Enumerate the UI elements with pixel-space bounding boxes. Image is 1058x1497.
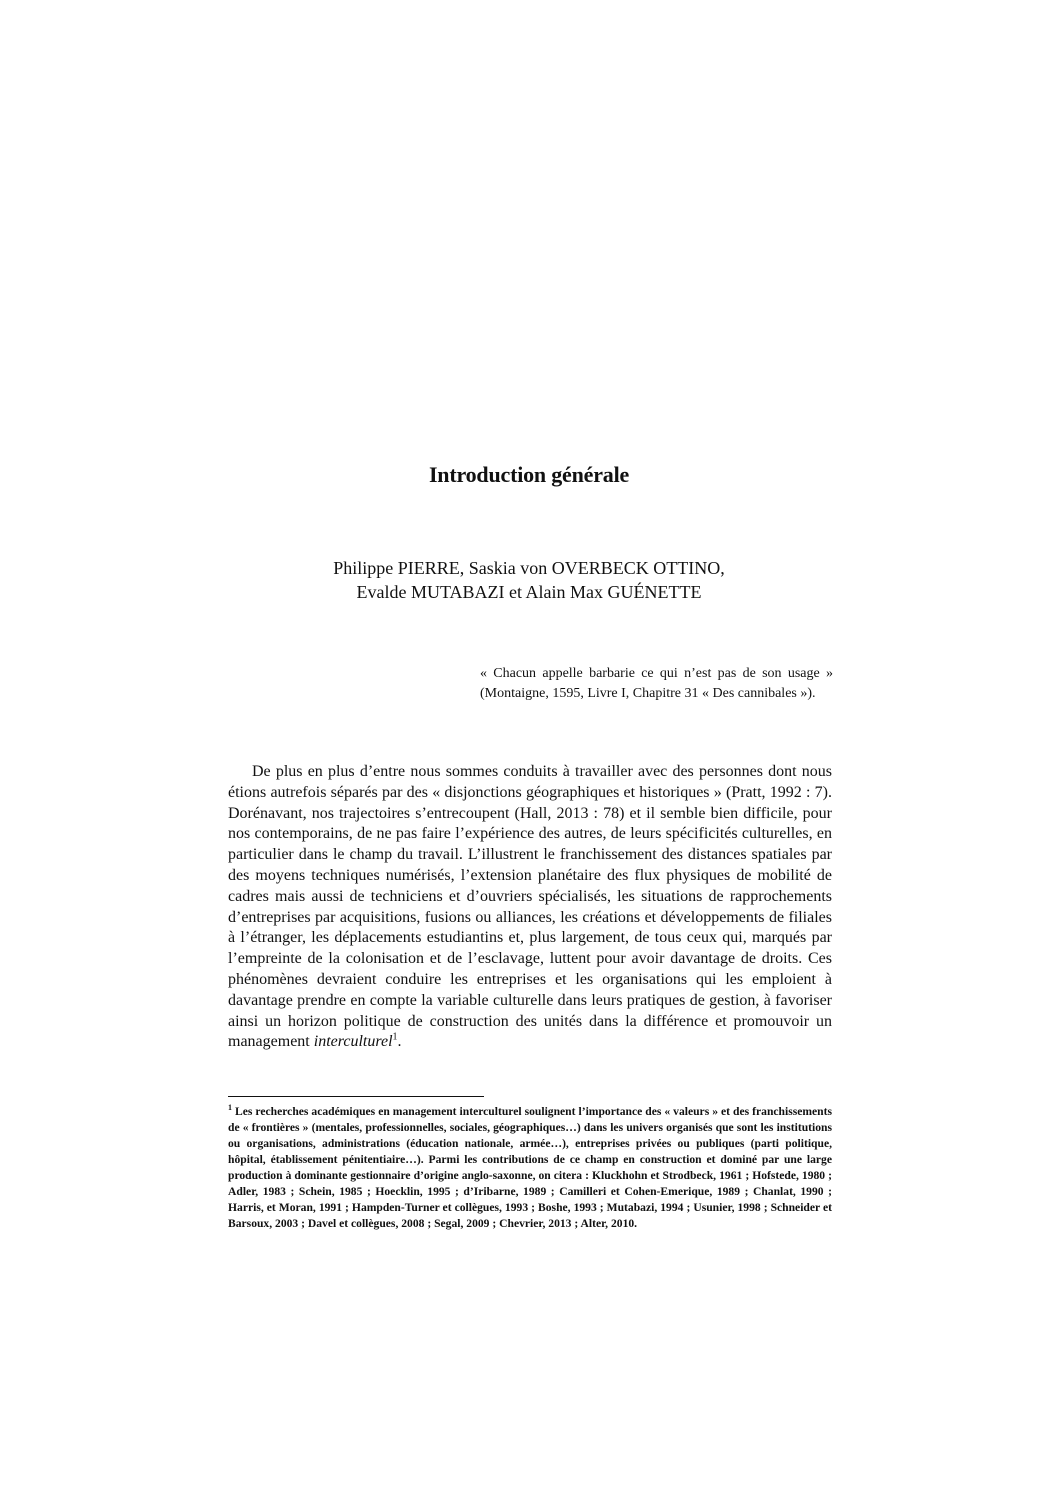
body-paragraph-text: De plus en plus d’entre nous sommes conduits à travailler avec des personnes dont nous étions autrefois séparés par des « disjonctions géographiques et historiques » (Pratt, 1992 : 7). Dorénavant, nos trajectoires s’entrecoupent (Hall, 2013 : 78) et il semble bien difficile, pour nos contemporains, de ne pas faire l’expérience des autres, de leurs spécificités culturelles, en particulier dans le champ du travail. L’illustrent le franchissement des distances spatiales par des moyens techniques numérisés, l’extension planétaire des flux physiques de mobilité de cadres mais aussi de techniciens et d’ouvriers spécialisés, les situations de rapprochements d’entreprises par acquisitions, fusions ou alliances, les créations et développements de filiales à l’étranger, les déplacements estudiantins et, plus largement, de tous ceux qui, marqués par l’empreinte de la colonisation et de l’esclavage, luttent pour avoir davantage de droits. Ces phénomènes devraient conduire les entreprises et les organisations qui les emploient à davantage prendre en compte la variable culturelle dans leurs pratiques de gestion, à favoriser ainsi un horizon politique de construction des unités dans la différence et promouvoir un management [228, 763, 832, 1051]
epigraph: « Chacun appelle barbarie ce qui n’est pas de son usage » (Montaigne, 1595, Livre I, Chapitre 31 « Des cannibales »). [480, 666, 833, 701]
footnote-number: 1 [228, 1103, 232, 1113]
footnote-text: Les recherches académiques en management interculturel soulignent l’importance des « valeurs » et des franchissements de « frontières » (mentales, professionnelles, sociales, géographiques…) dans les univers organisés que sont les institutions ou organisations, administrations (éducation nationale, armée…), entreprises privées ou publiques (parti politique, hôpital, établissement pénitentiaire…). Parmi les contributions de ce champ en construction et dominé par une large production à dominante gestionnaire d’origine anglo-saxonne, on citera : Kluckhohn et Strodbeck, 1961 ; Hofstede, 1980 ; Adler, 1983 ; Schein, 1985 ; Hoecklin, 1995 ; d’Iribarne, 1989 ; Camilleri et Cohen-Emerique, 1989 ; Chanlat, 1990 ; Harris, et Moran, 1991 ; Hampden-Turner et collègues, 1993 ; Boshe, 1993 ; Mutabazi, 1994 ; Usunier, 1998 ; Schneider et Barsoux, 2003 ; Davel et collègues, 2008 ; Segal, 2009 ; Chevrier, 2013 ; Alter, 2010. [228, 1105, 833, 1230]
body-paragraph [228, 762, 832, 1053]
footnote-reference[interactable]: 1 [392, 1032, 398, 1044]
emphasis-interculturel: interculturel [313, 1033, 393, 1051]
author-list [0, 556, 1058, 604]
footnote [228, 1104, 832, 1232]
footnote-divider [228, 1096, 484, 1097]
author-line-2: Evalde MUTABAZI et Alain Max GUÉNETTE [356, 582, 702, 602]
author-line-1: Philippe PIERRE, Saskia von OVERBECK OTTINO, [333, 558, 725, 578]
chapter-title: Introduction générale [428, 462, 630, 487]
paragraph-end: . [397, 1033, 402, 1051]
